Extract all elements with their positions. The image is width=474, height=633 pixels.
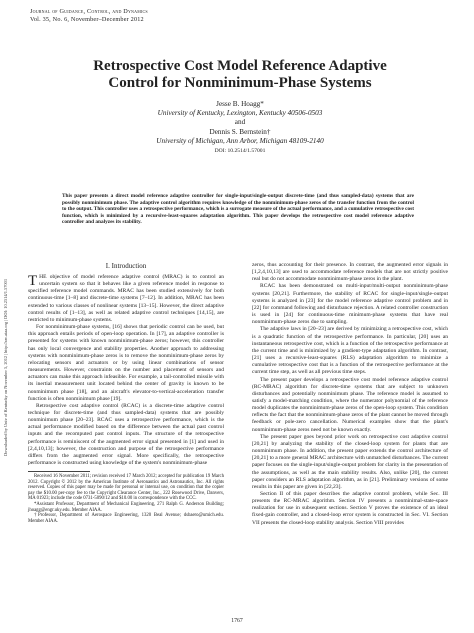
right-paragraph-6: Section II of this paper describes the adaptive control problem, while Sec. III presents the RC-MRAC algorithm. Section IV presents a nonminimal-state-space realization for use in subsequent sections. Section V proves the existence of an ideal fixed-gain controller, and a closed-loop error system is constructed in Sec. VI. Section VII presents the closed-loop stability analysis. Section VIII provides <box>252 491 448 526</box>
affiliation-1: University of Kentucky, Lexington, Kentucky 40506-0503 <box>157 109 323 118</box>
footnote-rule <box>28 471 90 472</box>
journal-header <box>30 8 148 23</box>
journal-name: Journal of Guidance, Control, and Dynamics <box>30 8 148 15</box>
right-column <box>252 262 448 527</box>
right-paragraph-1: zeros, thus accounting for their presence. In contrast, the augmented error signals in [1,2,4,10,13] are used to accommodate reference models that are not strictly positive real but do not accommodate nonminimum-phase zeros in the plant. <box>252 262 448 283</box>
right-paragraph-2: RCAC has been demonstrated on multi-input/multi-output nonminimum-phase systems [20,21]. Furthermore, the stability of RCAC for single-input/single-output systems is analyzed in [23] for the model reference adaptive control problem and in [22] for command following and disturbance rejection. A related controller construction is used in [24] for continuous-time minimum-phase systems that have real nonminimum-phase zeros due to sampling. <box>252 283 448 326</box>
section-heading-introduction: I. Introduction <box>105 262 147 270</box>
intro-paragraph-3: Retrospective cost adaptive control (RCAC) is a discrete-time adaptive control technique for discrete-time (and thus sampled-data) systems that are possibly nonminimum phase [20–23]. RCAC uses a retrospective performance, which is the actual performance modified based on the difference between the actual past control inputs and the recomputed past control inputs. The structure of the retrospective performance is reminiscent of the augmented error signal presented in [1] and used in [2,4,10,13]; however, the construction and purpose of the retrospective performance differs from the augmented error signal. More specifically, the retrospective performance is constructed using knowledge of the system's nonminimum-phase <box>28 402 224 467</box>
author-2: Dennis S. Bernstein† <box>209 127 271 136</box>
right-paragraph-3: The adaptive laws in [20–23] are derived by minimizing a retrospective cost, which is a quadratic function of the retrospective performance. In particular, [20] uses an instantaneous retrospective cost, which is a function of the retrospective performance at the current time and is minimized by a gradient-type adaptation algorithm. In contrast, [21] uses a recursive-least-squares (RLS) adaptation algorithm to minimize a cumulative retrospective cost that is a function of the retrospective performance at the current time step, as well as all previous time steps. <box>252 326 448 376</box>
paper-title <box>60 58 420 92</box>
footnote-received: Received 16 November 2011; revision received 17 March 2012; accepted for publication 19 March 2012. Copyright © 2012 by the American Institute of Aeronautics and Astronautics, Inc. All rights reserved. Copies of this paper may be made for personal or internal use, on condition that the copier pay the $10.00 per-copy fee to the Copyright Clearance Center, Inc., 222 Rosewood Drive, Danvers, MA 01923; include the code 0731-5090/12 and $10.00 in correspondence with the CCC. <box>28 474 224 502</box>
footnote-author-2: †Professor, Department of Aerospace Engineering, 1320 Beal Avenue; dsbaero@umich.edu. Member AIAA. <box>28 513 224 524</box>
author-block <box>60 100 420 156</box>
intro-paragraph-1-text: HE objective of model reference adaptive control (MRAC) is to control an uncertain system so that it behaves like a given reference model in response to specified reference model commands. MRAC has been studied extensively for both continuous-time [1–8] and discrete-time systems [7–12]. In addition, MRAC has been extended to various classes of nonlinear systems [13–15]. However, the direct adaptive control results of [1–13], as well as related adaptive control techniques [14,15], are restricted to minimum-phase systems. <box>28 274 224 323</box>
right-paragraph-4: The present paper develops a retrospective cost model reference adaptive control (RC-MRAC) algorithm for discrete-time systems that are subject to unknown disturbances and potentially nonminimum phase. The reference model is assumed to satisfy a model-matching condition, where the numerator polynomial of the reference model duplicates the nonminimum-phase zeros of the open-loop system. This condition reflects the fact that the nonminimum-phase zeros of the plant cannot be moved through feedback or pole-zero cancellation. Numerical examples show that the plant's nonminimum-phase zeros need not be known exactly. <box>252 376 448 433</box>
journal-issue: Vol. 35, No. 6, November–December 2012 <box>30 15 144 23</box>
title-line-1: Retrospective Cost Model Reference Adaptive <box>93 58 387 74</box>
affiliation-2: University of Michigan, Ann Arbor, Michigan 48109-2140 <box>156 136 324 145</box>
intro-paragraph-1 <box>28 274 224 324</box>
title-line-2: Control for Nonminimum-Phase Systems <box>108 75 372 91</box>
drop-cap: T <box>28 273 38 289</box>
page-number: 1767 <box>231 618 243 624</box>
left-column <box>28 262 224 524</box>
author-1: Jesse B. Hoagg* <box>216 100 264 108</box>
download-watermark <box>3 236 8 456</box>
doi: DOI: 10.2514/1.57001 <box>214 148 266 155</box>
footnotes <box>28 474 224 524</box>
intro-paragraph-2: For nonminimum-phase systems, [16] shows that periodic control can be used, but this approach entails periods of open-loop operation. In [17], an adaptive controller is presented for systems with known nonminimum-phase zeros; however, this controller has only local convergence and stability properties. Another approach to addressing systems with nonminimum-phase zeros is to remove the nonminimum-phase zeros by relocating sensors and actuators or by using linear combinations of sensor measurements. However, constraints on the number and placement of sensors and actuators can make this approach infeasible. For example, a tail-controlled missile with its inertial measurement unit located behind the center of gravity is known to be nonminimum phase [18], and an aircraft's elevator-to-vertical-acceleration transfer function is often nonminimum phase [19]. <box>28 324 224 402</box>
download-watermark-text: Downloaded by Univ of Kentucky on November 5, 2012 | http://arc.aiaa.org | DOI: 10.2514/1.57001 <box>3 278 8 456</box>
right-paragraph-5: The present paper goes beyond prior work on retrospective cost adaptive control [20,21] by analyzing the stability of the closed-loop system for plants that are nonminimum phase. In addition, the present paper extends the control architecture of [20,21] to a more general MRAC architecture with unmatched disturbances. The current paper focuses on the single-input/single-output problem for clarity in the presentation of the assumptions, as well as the main stability results. Also, unlike [20], the current paper considers an RLS adaptation algorithm, as in [21]. Preliminary versions of some results in this paper are given in [22,23]. <box>252 433 448 490</box>
abstract: This paper presents a direct model reference adaptive controller for single-input/single-output discrete-time (and thus sampled-data) systems that are possibly nonminimum phase. The adaptive control algorithm requires knowledge of the nonminimum-phase zeros of the transfer function from the control to the output. This controller uses a retrospective performance, which is a surrogate measure of the actual performance, and a cumulative retrospective cost function, which is minimized by a recursive-least-squares adaptation algorithm. This paper develops the retrospective cost model reference adaptive controller and analyzes its stability. <box>62 193 414 226</box>
footnote-author-1: *Assistant Professor, Department of Mechanical Engineering, 271 Ralph G. Anderson Building; jhoagg@engr.uky.edu. Member AIAA. <box>28 501 224 513</box>
author-conjunction: and <box>234 118 246 127</box>
